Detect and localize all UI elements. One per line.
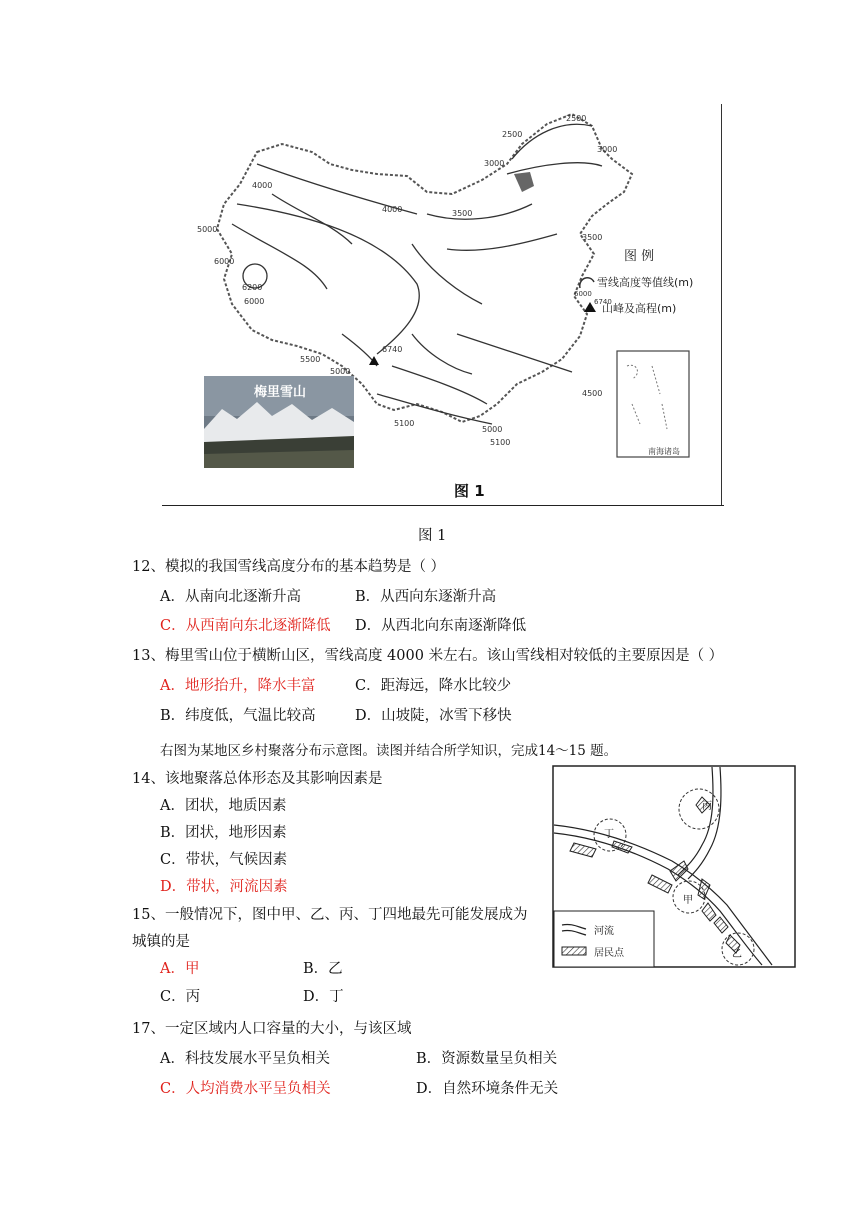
contour-label: 5000 (330, 367, 351, 376)
contour-label: 6000 (214, 257, 235, 266)
question-15-stem-line1: 15、一般情况下，图中甲、乙、丙、丁四地最先可能发展成为 (132, 907, 528, 923)
q17-option-d: D．自然环境条件无关 (416, 1081, 559, 1097)
place-label-bing: 丙 (702, 801, 712, 812)
figure-caption: 图 1 (418, 528, 447, 544)
question-15-stem-line2: 城镇的是 (132, 934, 190, 950)
q17-option-a: A．科技发展水平呈负相关 (160, 1051, 330, 1067)
q14-option-a: A．团状，地质因素 (160, 798, 287, 814)
legend-contour-label: 雪线高度等值线(m) (597, 276, 694, 289)
legend-river-label: 河流 (594, 926, 614, 937)
place-label-jia: 甲 (683, 895, 693, 906)
settlement-map-figure (552, 765, 796, 968)
place-label-ding: 丁 (604, 829, 614, 840)
contour-label: 3500 (452, 209, 473, 218)
contour-label: 5000 (197, 225, 218, 234)
contour-label: 6200 (242, 283, 263, 292)
q13-option-b: B．纬度低，气温比较高 (160, 708, 316, 724)
snowline-map (162, 104, 722, 508)
q12-option-d: D．从西北向东南逐渐降低 (355, 618, 527, 634)
section-intro: 右图为某地区乡村聚落分布示意图。读图并结合所学知识，完成14～15 题。 (160, 743, 618, 759)
question-12-stem: 12、模拟的我国雪线高度分布的基本趋势是（ ） (132, 559, 446, 575)
legend-contour-symbol (580, 278, 594, 288)
q13-option-a: A．地形抬升，降水丰富 (160, 678, 316, 694)
q14-option-d: D．带状，河流因素 (160, 879, 288, 895)
legend-settlement-symbol (562, 947, 586, 955)
inset-label: 南海诸岛 (648, 447, 680, 456)
snowline-map-figure (162, 104, 722, 508)
q12-option-b: B．从西向东逐渐升高 (355, 589, 497, 605)
question-17-stem: 17、一定区域内人口容量的大小，与该区域 (132, 1021, 412, 1037)
contour-label: 5500 (300, 355, 321, 364)
question-13-stem: 13、梅里雪山位于横断山区，雪线高度 4000 米左右。该山雪线相对较低的主要原因是（ ） (132, 648, 724, 664)
legend-title: 图 例 (624, 249, 655, 264)
contour-label: 5100 (394, 419, 415, 428)
q15-option-b: B．乙 (303, 961, 343, 977)
contour-label: 6000 (244, 297, 265, 306)
figure-border-bottom (162, 505, 724, 506)
photo-title: 梅里雪山 (254, 385, 307, 400)
q15-option-a: A．甲 (160, 961, 200, 977)
contour-label: 3500 (582, 233, 603, 242)
contour-label: 3000 (484, 159, 505, 168)
q12-option-c: C．从西南向东北逐渐降低 (160, 618, 331, 634)
contour-label: 3000 (597, 145, 618, 154)
legend-peak-value: 6740 (594, 298, 612, 306)
figure-inner-caption: 图 1 (454, 482, 485, 500)
q12-option-a: A．从南向北逐渐升高 (160, 589, 301, 605)
meili-peak-marker (369, 356, 379, 365)
china-outline (217, 114, 632, 422)
legend-settlement-label: 居民点 (594, 948, 624, 959)
meili-snow-mountain-photo (204, 376, 354, 468)
q17-option-c: C．人均消费水平呈负相关 (160, 1081, 331, 1097)
contour-label: 4500 (582, 389, 603, 398)
legend-sample-value: 6000 (574, 290, 592, 298)
q15-option-c: C．丙 (160, 989, 201, 1005)
settlement-map (552, 765, 796, 968)
q14-option-b: B．团状，地形因素 (160, 825, 287, 841)
contour-label: 6740 (382, 345, 403, 354)
contour-label: 5000 (482, 425, 503, 434)
q13-option-d: D．山坡陡，冰雪下移快 (355, 708, 512, 724)
q15-option-d: D．丁 (303, 989, 344, 1005)
contour-label: 4000 (382, 205, 403, 214)
contour-label: 2500 (502, 130, 523, 139)
south-china-sea-inset (617, 351, 689, 457)
contour-label: 5100 (490, 438, 511, 447)
figure-border-right (721, 104, 722, 506)
map-legend (574, 249, 693, 315)
q13-option-c: C．距海远，降水比较少 (355, 678, 512, 694)
northeast-shade (514, 172, 534, 192)
q14-option-c: C．带状，气候因素 (160, 852, 288, 868)
legend-peak-label: 山峰及高程(m) (602, 302, 677, 315)
contour-label: 2500 (566, 114, 587, 123)
contour-label: 4000 (252, 181, 273, 190)
question-14-stem: 14、该地聚落总体形态及其影响因素是 (132, 771, 383, 787)
q17-option-b: B．资源数量呈负相关 (416, 1051, 558, 1067)
place-label-yi: 乙 (732, 949, 742, 960)
